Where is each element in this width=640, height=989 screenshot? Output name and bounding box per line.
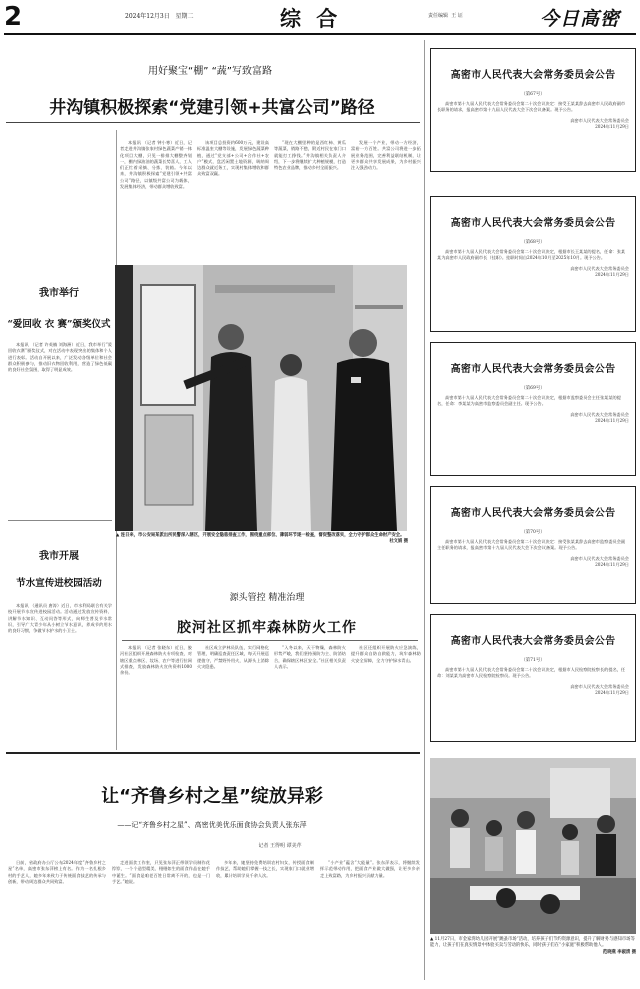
fire-divider: [122, 640, 418, 641]
fire-paragraph-1: 本报讯 （记者 张晓东）近日，胶河社区组织开展森林防火专项检查，对辖区重点林区、坟场、农户等进行拉网式排查，发放森林防火宣传资料1000余份。: [120, 645, 192, 676]
masthead-logo: 今日高密: [540, 8, 621, 30]
notice-number: （第71号）: [521, 658, 545, 663]
lead-body-col-1: [120, 140, 192, 260]
feature-body-col-1: [8, 860, 106, 984]
notice-date: 2024年11月29日: [595, 689, 629, 695]
editor-info: [428, 12, 463, 19]
kindergarten-photo-illustration: [430, 758, 636, 934]
feature-body-col-4: [320, 860, 420, 984]
feature-body-col-3: [216, 860, 314, 984]
notice-70: [430, 486, 636, 604]
fire-body-col-1: [120, 645, 192, 741]
notice-date: 2024年11月29日: [595, 561, 629, 567]
notice-signer: 高密市人民代表大会常务委员会: [570, 411, 629, 417]
notice-signer: 高密市人民代表大会常务委员会: [570, 555, 629, 561]
feature-paragraph-1: 日前，省政府办公厅公布2024年度“齐鲁乡村之星”名单，高密市张东萍榜上有名。作为一名扎根乡村的手艺人，她多年来致力于传统面食技艺的传承与创新，带动周边群众共同致富。: [8, 860, 106, 884]
side1-title: “爱回收 衣 赛”颁奖仪式: [7, 319, 111, 330]
issue-date: [125, 11, 193, 20]
notice-title: 高密市人民代表大会常务委员会公告: [450, 70, 616, 81]
fire-kicker: 源头管控 精准治理: [229, 593, 305, 603]
notice-signer: 高密市人民代表大会常务委员会: [570, 683, 629, 689]
notice-signer: 高密市人民代表大会常务委员会: [570, 265, 629, 271]
notice-number: （第67号）: [521, 92, 545, 97]
lead-paragraph-1: 本报讯 （记者 钟小寒）近日，记者走进井沟镇张家村绿色蔬菜产销一体化项目大棚，只见一排排大棚整齐划一，棚内绿油油的蔬菜长势喜人，工人们正忙着采摘、分拣、装箱。今年以来，井沟镇积极探索“党建引领+共富公司”路径，以镇级共富公司为载体，发展集体经济，带动群众增收致富。: [120, 140, 192, 190]
feature-top-rule: [6, 752, 420, 754]
notice-title: 高密市人民代表大会常务委员会公告: [450, 508, 616, 519]
notice-body: 高密市第十九届人民代表大会常务委员会第二十次会议决定，根据市人民检察院检察长的提名，任命：刘某某为高密市人民检察院检察员。现予公告。: [437, 667, 626, 679]
police-credit: 杜文娟 摄: [389, 539, 408, 545]
side1-paragraph: 本报讯 （记者 许英楠 刘海洲）近日，我市举行“爱回收衣赛”颁奖仪式，对在活动中表现突出的集体和个人进行表彰。活动自开展以来，广泛发动各级单位和社会群众积极参与，推动旧衣物回收利用，营造了绿色低碳的良好社会氛围，取得了明显成效。: [8, 342, 112, 373]
police-photo: [115, 265, 407, 531]
notice-number: （第70号）: [521, 530, 545, 535]
feature-subhead: ——记“齐鲁乡村之星”、高密优美优乐面食协会负责人张东萍: [117, 821, 307, 829]
weekday-text: 星期二: [175, 13, 194, 20]
fire-paragraph-4: 社区还组织开展防火应急演练，提升群众自防自救能力，筑牢森林防火安全屏障，全力守护绿水青山。: [351, 645, 421, 663]
police-photo-caption: [116, 533, 408, 546]
notice-title: 高密市人民代表大会常务委员会公告: [450, 218, 616, 229]
editor-name: 王 证: [451, 13, 463, 19]
fire-body-col-4: [351, 645, 421, 741]
notice-67: [430, 48, 636, 172]
side1-body: [8, 342, 112, 512]
fire-body-col-3: [274, 645, 346, 741]
notice-title: 高密市人民代表大会常务委员会公告: [450, 364, 616, 375]
police-photo-illustration: [115, 265, 407, 531]
notice-date: 2024年11月29日: [595, 417, 629, 423]
kindergarten-caption-text: ▲ 11月27日，市金家湾幼儿园开展“跳蚤市场”活动，培养孩子们节约资源意识，提升了解财务与感知市场等能力，让孩子们在真实情景中体验买卖与劳动的快乐，同时孩子们在“小家庭”积极帮助他人。: [430, 937, 635, 949]
page-number: 2: [4, 2, 23, 32]
feature-paragraph-2: 走进面食工作室，只见张东萍正带领学员制作花饽饽，一个个造型精美、栩栩如生的面食作品在她手中诞生。“面食是咱老百姓日常离不开的，也是一门手艺。”她说。: [112, 860, 210, 884]
kindergarten-photo-caption: [430, 937, 636, 956]
lead-divider: [6, 122, 420, 123]
section-title: 综 合: [280, 7, 342, 31]
notice-69: [430, 342, 636, 476]
lead-body-col-2: [197, 140, 269, 260]
lead-headline: 井沟镇积极探索“党建引领+共富公司”路径: [49, 98, 375, 118]
column-rule-right: [424, 40, 425, 980]
notice-title: 高密市人民代表大会常务委员会公告: [450, 636, 616, 647]
feature-paragraph-4: “小产业”蕴含“大能量”。张东萍表示，将继续发挥示范带动作用，把面食产业做大做强，让更多乡亲走上致富路，为乡村振兴贡献力量。: [320, 860, 420, 878]
fire-paragraph-2: 社区成立护林员队伍，实行网格化管理，明确巡查责任区域，每天开展巡逻值守，严禁野外用火，从源头上消除火灾隐患。: [197, 645, 269, 669]
notice-number: （第69号）: [521, 386, 545, 391]
police-caption-text: ▲ 连日来，市公安局某派出所民警深入辖区，开展安全隐患排查工作，围绕重点部位、薄弱环节逐一检查，督促整改落实，全力守护群众生命财产安全。: [116, 533, 405, 538]
notice-date: 2024年11月29日: [595, 123, 629, 129]
side1-pre: 我市举行: [39, 288, 79, 299]
side-divider: [8, 520, 112, 521]
lead-kicker: 用好聚宝“棚” “蔬”写致富路: [148, 66, 272, 77]
lead-paragraph-2: 该项目总投资约600万元，建设高标准温室大棚等设施，发展绿色蔬菜种植，通过“党支部+公司+合作社+农户”模式，盘活闲置土地资源，吸纳周边群众就近务工，实现村集体增收和群众致富双赢。: [197, 140, 269, 177]
feature-headline: 让“齐鲁乡村之星”绽放异彩: [101, 786, 323, 807]
date-text: 2024年12月3日: [125, 13, 170, 20]
page-header: [0, 0, 640, 36]
kindergarten-photo: [430, 758, 636, 934]
header-rule: [4, 33, 636, 35]
notice-body: 高密市第十九届人民代表大会常务委员会第二十次会议决定，根据市监察委员会主任张某某的提名，任命：李某某为高密市监察委员会副主任。现予公告。: [437, 395, 621, 407]
lead-body-col-4: [351, 140, 421, 260]
side2-pre: 我市开展: [39, 551, 79, 562]
feature-paragraph-3: 多年来，她坚持免费培训农村妇女，传授面食制作技艺，帮助她们掌握一技之长，实现家门口就业增收，累计培训学员千余人次。: [216, 860, 314, 878]
notice-date: 2024年11月29日: [595, 271, 629, 277]
lead-paragraph-3: “现在大棚里种的是西红柿、黄瓜等蔬菜，销路不愁，附近村民在家门口就能打工挣钱。”井沟镇相关负责人介绍，下一步将继续扩大种植规模，打造特色农业品牌，推动乡村全面振兴。: [274, 140, 346, 171]
side2-title: 节水宣传进校园活动: [16, 578, 102, 589]
fire-paragraph-3: “入冬以来，天干物燥，森林防火形势严峻，我们坚持预防为主、防消结合，确保辖区林区安全。”社区相关负责人表示。: [274, 645, 346, 669]
lead-paragraph-4: 发展一个产业，带动一方经济，富裕一方百姓。共富公司将进一步拓展业务范围，完善利益联结机制，让更多群众共享发展成果，为乡村振兴注入强劲动力。: [351, 140, 421, 171]
fire-headline: 胶河社区抓牢森林防火工作: [177, 620, 357, 636]
fire-body-col-2: [197, 645, 269, 741]
notice-body: 高密市第十九届人民代表大会常务委员会第二十次会议决定：接受王某某辞去高密市人民政府副市长职务的请求，报高密市第十九届人民代表大会下次会议备案。现予公告。: [437, 101, 626, 113]
notice-signer: 高密市人民代表大会常务委员会: [570, 117, 629, 123]
notice-number: （第68号）: [521, 240, 545, 245]
notice-body: 高密市第十九届人民代表大会常务委员会第二十次会议决定：接受张某某辞去高密市监察委员会副主任职务的请求，报高密市第十九届人民代表大会下次会议备案。现予公告。: [437, 539, 626, 551]
feature-body-col-2: [112, 860, 210, 984]
notice-68: [430, 196, 636, 332]
side2-body: [8, 603, 112, 745]
notice-71: [430, 614, 636, 742]
lead-body-col-3: [274, 140, 346, 260]
notice-body: 高密市第十九届人民代表大会常务委员会第二十次会议决定，根据市长王某某的提名，任命：张某某为高密市人民政府副市长（挂职）。挂职时间自2024年10月至2025年10月。现予公告。: [437, 249, 626, 261]
editor-label: 责任编辑: [428, 13, 449, 19]
side2-paragraph: 本报讯 （通讯员 唐涛）近日，市水利局联合有关学校开展节水宣传进校园活动。活动通过发放宣传资料、讲解节水知识、互动问答等形式，向师生普及节水常识，引导广大青少年从小树立节水意识，养成节约用水的良好习惯，争做节水护水的小卫士。: [8, 603, 112, 634]
kindergarten-credit: 范晓燕 李淑清 摄: [602, 949, 636, 955]
feature-byline: 记者 王得明 谭美芹: [258, 843, 302, 849]
